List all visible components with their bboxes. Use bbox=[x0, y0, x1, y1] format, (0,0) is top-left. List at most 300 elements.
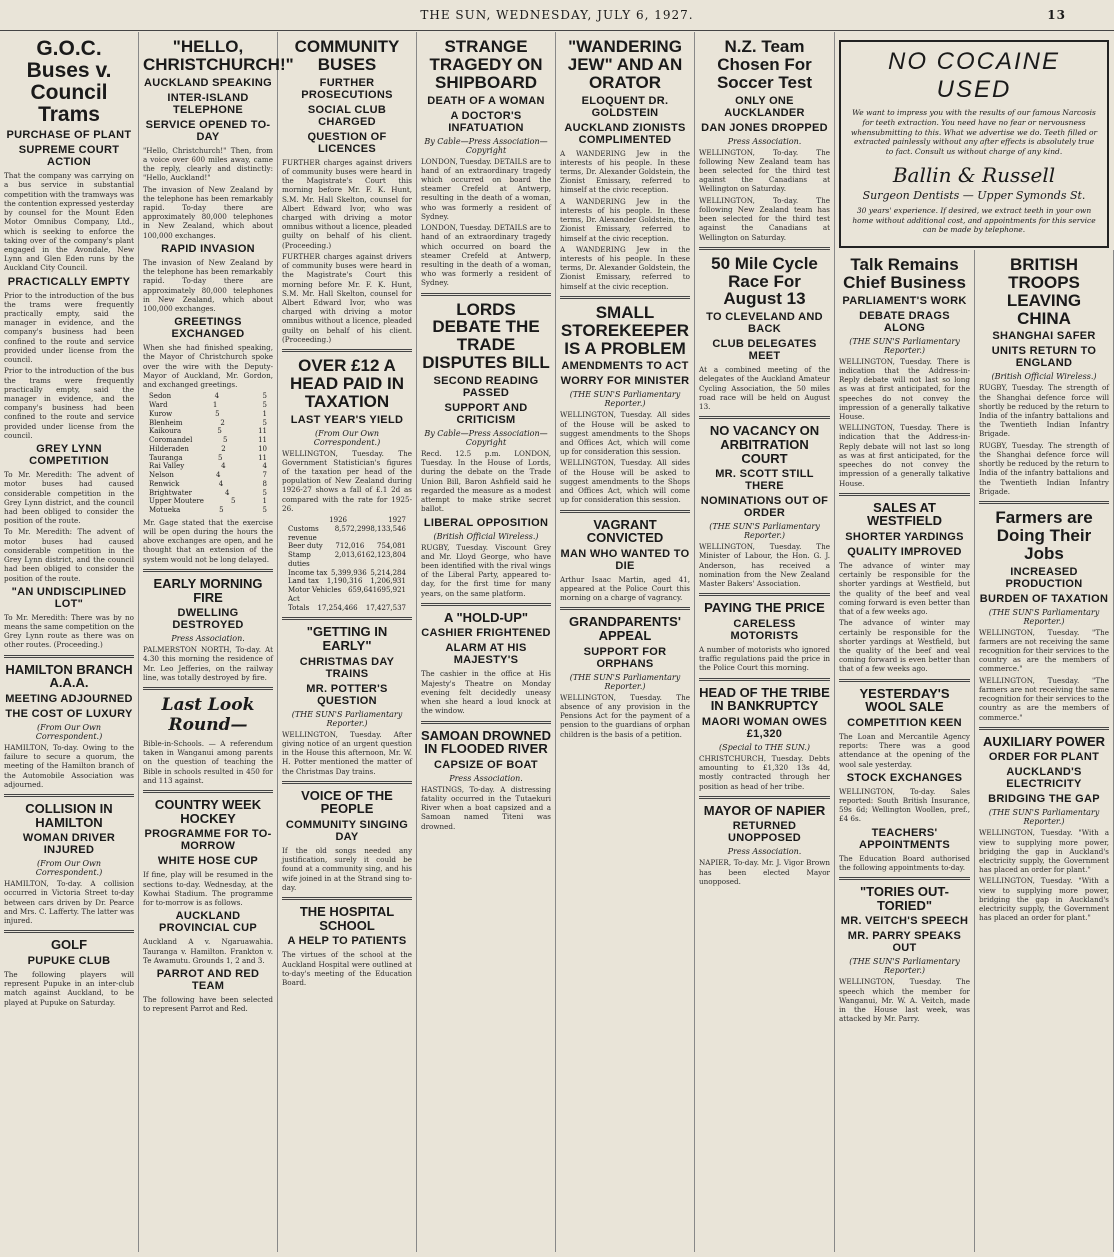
table-cell: 2 bbox=[221, 444, 226, 453]
subheadline: LAST YEAR'S YIELD bbox=[290, 413, 404, 426]
table-cell: 659,641 bbox=[348, 586, 378, 595]
column-4 bbox=[417, 32, 556, 1252]
subheadline: A DOCTOR'S INFATUATION bbox=[448, 109, 524, 134]
table-row bbox=[149, 410, 267, 419]
divider bbox=[143, 569, 273, 572]
article-text: To Mr. Meredith: There was by no means the same competition on the Grey Lynn route as there was on other routes. (Proceeding.) bbox=[4, 612, 134, 650]
divider bbox=[143, 687, 273, 690]
table-cell: Kaikoura bbox=[149, 427, 182, 436]
subheadline: RETURNED UNOPPOSED bbox=[728, 820, 801, 845]
article-text: RUGBY, Tuesday. The strength of the Shanghai defence force will shortly be reduced by the return to India of the infantry battalions and the Twentieth Indian Infantry Brigade. bbox=[979, 383, 1109, 439]
table-cell: Hilderaden bbox=[149, 444, 189, 453]
dateline: Press Association. bbox=[727, 136, 802, 146]
subheadline: SECOND READING PASSED bbox=[433, 374, 539, 399]
article-text: WELLINGTON, Tuesday. After giving notice of an urgent question in the House this afternoon, Mr. W. H. Potter mentioned the matter of the Christmas Day trains. bbox=[282, 729, 412, 776]
table-cell: 1,206,931 bbox=[370, 577, 406, 586]
table-row bbox=[149, 445, 267, 454]
article-text: A number of motorists who ignored traffic regulations paid the price in the Police Court this morning. bbox=[699, 645, 830, 673]
headline: BRITISH TROOPS LEAVING CHINA bbox=[1006, 255, 1082, 328]
table-cell: 1 bbox=[212, 401, 218, 410]
subheadline: SERVICE OPENED TO-DAY bbox=[145, 118, 271, 143]
dateline: Press Association. bbox=[171, 634, 245, 644]
subheadline: AUCKLAND PROVINCIAL CUP bbox=[158, 910, 258, 935]
dateline: (From Our Own Correspondent.) bbox=[35, 859, 103, 878]
article-text: WELLINGTON, To-day. Sales reported: South British Insurance, 59s 6d; Wellington Woollen, pref., £4 6s. bbox=[839, 786, 970, 824]
article-text: PALMERSTON NORTH, To-day. At 4.30 this morning the residence of Mr. Leo Jefferies, on the railway line, was totally destroyed by fire. bbox=[143, 645, 273, 682]
subheadline: GREY LYNN COMPETITION bbox=[29, 443, 109, 468]
page-number: 13 bbox=[1047, 8, 1066, 22]
subheadline: CASHIER FRIGHTENED bbox=[421, 627, 551, 640]
article-text: That the company was carrying on a bus service in substantial competition with the tramways was the contention expressed yesterday by counsel for the Mount Eden Motor Omnibus Company, Ltd., which is seeking to enforce the taking over of the company's plant engaged in the Avondale, New Lynn and Glen Eden runs by the Auckland City Council. bbox=[4, 171, 134, 273]
headline: VOICE OF THE PEOPLE bbox=[301, 787, 393, 817]
article-text: FURTHER charges against drivers of community buses were heard in the Magistrate's Court this morning before Mr. F. K. Hunt, S.M. Mr. Hall Skelton, counsel for Albert Edward Ivor, who was charged with driving a motor omnibus without a licence, pleaded guilty on behalf of his client. (Proceeding.) bbox=[282, 157, 412, 250]
subheadline: AUCKLAND'S ELECTRICITY bbox=[1006, 766, 1082, 791]
table-cell: 2,123,804 bbox=[370, 551, 406, 560]
subheadline: PRACTICALLY EMPTY bbox=[7, 275, 131, 288]
table-cell: 10 bbox=[258, 444, 267, 453]
article-text: HASTINGS, To-day. A distressing fatality occurred in the Tutaekuri River when a boat capsized and a Samoan named Titeni was drowned. bbox=[421, 784, 551, 831]
divider bbox=[839, 493, 970, 496]
divider bbox=[699, 416, 830, 419]
subheadline: SHANGHAI SAFER bbox=[992, 330, 1096, 343]
article-text: The advance of winter may certainly be responsible for the shorter yardings at Westfield, but the quality of the beef and veal coming forward is even better than that of a few weeks ago. bbox=[839, 618, 970, 674]
dateline: (From Our Own Correspondent.) bbox=[313, 428, 381, 447]
subheadline: PARLIAMENT'S WORK bbox=[842, 294, 967, 307]
article-text: At a combined meeting of the delegates of the Auckland Amateur Cycling Association, the 50 miles road race will be held on August 13. bbox=[699, 365, 830, 412]
article-text: WELLINGTON, Tuesday. "With a view to supplying more power, bridging the gap in Auckland's electricity supply, the Government has placed an order for plant." bbox=[979, 876, 1109, 923]
subheadline: QUESTION OF LICENCES bbox=[307, 130, 387, 155]
table-cell: 17,254,466 bbox=[317, 603, 358, 612]
headline: GRANDPARENTS' APPEAL bbox=[569, 614, 681, 644]
article-text: CHRISTCHURCH, Tuesday. Debts amounting to £1,320 13s 4d, mostly contracted through her position as head of her tribe. bbox=[699, 753, 830, 791]
subheadline: GREETINGS EXCHANGED bbox=[171, 316, 245, 341]
subheadline: CHRISTMAS DAY TRAINS bbox=[299, 655, 395, 680]
table-cell: Land tax bbox=[288, 577, 319, 586]
subheadline: MR. PARRY SPEAKS OUT bbox=[847, 930, 962, 955]
table-cell: Motor Vehicles Act bbox=[288, 586, 342, 603]
subheadline: INCREASED PRODUCTION bbox=[1005, 565, 1083, 590]
table-cell: 5 bbox=[230, 497, 236, 506]
column-2 bbox=[139, 32, 294, 1252]
article-text: FURTHER charges against drivers of community buses were heard in the Magistrate's Court this morning before Mr. F. K. Hunt, S.M. Mr. Hall Skelton, counsel for Albert Edward Ivor, who was charged with driving a motor omnibus without a licence, pleaded guilty on behalf of his client. (Proceeding.) bbox=[282, 251, 412, 344]
divider bbox=[282, 781, 412, 784]
headline: AUXILIARY POWER bbox=[982, 733, 1106, 749]
headline: PAYING THE PRICE bbox=[704, 600, 825, 616]
column-6 bbox=[695, 32, 835, 1252]
masthead bbox=[0, 0, 1114, 30]
divider bbox=[4, 794, 134, 797]
headline: "GETTING IN EARLY" bbox=[306, 624, 388, 654]
article-text: The Education Board authorised the following appointments to-day. bbox=[839, 853, 970, 872]
headline: SMALL STOREKEEPER IS A PROBLEM bbox=[560, 302, 690, 358]
table-cell: 4 bbox=[225, 488, 230, 497]
divider bbox=[699, 796, 830, 799]
article-text: WELLINGTON, Tuesday. The Minister of Labour, the Hon. G. J. Anderson, has received a nomination from the New Zealand Master Bakers' Association. bbox=[699, 542, 830, 589]
divider bbox=[699, 247, 830, 250]
headline: Farmers are Doing Their Jobs bbox=[995, 508, 1093, 563]
divider bbox=[4, 655, 134, 658]
table-cell: 4 bbox=[221, 462, 226, 471]
headline: Last Look Round— bbox=[161, 695, 255, 736]
table-cell: 2,013,616 bbox=[334, 551, 371, 560]
subheadline: SUPPORT FOR ORPHANS bbox=[583, 645, 667, 670]
table-row bbox=[149, 401, 267, 410]
subheadline: MR. POTTER'S QUESTION bbox=[306, 682, 388, 707]
subheadline: MAN WHO WANTED TO DIE bbox=[560, 547, 690, 572]
article-text: WELLINGTON, To-day. The following New Zealand team has been selected for the third test against the Canadians at Wellington on Saturday. bbox=[699, 195, 830, 242]
table-row bbox=[288, 542, 406, 551]
subheadline: DWELLING DESTROYED bbox=[172, 607, 244, 632]
headline: YESTERDAY'S WOOL SALE bbox=[859, 685, 950, 715]
divider bbox=[699, 678, 830, 681]
article-text: WELLINGTON, To-day. The following New Zealand team has been selected for the third test against the Canadians at Wellington on Saturday. bbox=[699, 147, 830, 194]
table-cell: Stamp duties bbox=[288, 551, 311, 568]
column-1 bbox=[0, 32, 139, 1252]
table-cell: 1926 bbox=[329, 516, 347, 525]
table-cell: 11 bbox=[258, 453, 267, 462]
subheadline: PARROT AND RED TEAM bbox=[156, 967, 260, 992]
table-cell: Renwick bbox=[149, 479, 180, 488]
table-row bbox=[288, 569, 406, 578]
subheadline: INTER-ISLAND TELEPHONE bbox=[167, 91, 249, 116]
table-cell: Tauranga bbox=[149, 453, 183, 462]
article-text: WELLINGTON, Tuesday. "With a view to supplying more power, bridging the gap in Auckland's electricity supply, the Government has placed an order for plant." bbox=[979, 828, 1109, 875]
dentist-advertisement bbox=[839, 40, 1109, 248]
table-cell: 5,399,936 bbox=[331, 568, 367, 577]
table-cell: Ward bbox=[149, 401, 168, 410]
table-cell: 5 bbox=[262, 418, 267, 427]
subheadline: MR. VEITCH'S SPEECH bbox=[840, 915, 969, 928]
subheadline: TEACHERS' APPOINTMENTS bbox=[859, 826, 950, 851]
subheadline: ELOQUENT DR. GOLDSTEIN bbox=[581, 94, 669, 119]
divider bbox=[979, 501, 1109, 504]
table-cell: 5 bbox=[262, 401, 267, 410]
table-cell: 4 bbox=[214, 392, 220, 401]
table-row bbox=[288, 525, 406, 543]
column-5 bbox=[556, 32, 695, 1252]
dateline: (THE SUN'S Parliamentary Reporter.) bbox=[291, 709, 403, 728]
subheadline: RAPID INVASION bbox=[161, 242, 255, 255]
article-text: Bible-in-Schools. — A referendum taken in Wanganui among parents on the question of teaching the Bible in schools resulted in 450 for and 113 against. bbox=[143, 739, 273, 785]
dateline: (From Our Own Correspondent.) bbox=[35, 722, 103, 741]
article-text: The following have been selected to represent Parrot and Red. bbox=[143, 994, 273, 1014]
table-row bbox=[149, 454, 267, 463]
dateline: By Cable—Press Association—Copyright bbox=[424, 136, 548, 155]
table-cell: Sedon bbox=[149, 392, 172, 401]
table-row bbox=[149, 480, 267, 489]
subheadline: THE COST OF LUXURY bbox=[5, 707, 133, 720]
ad-title: NO COCAINE USED bbox=[887, 48, 1060, 103]
table-cell: 5 bbox=[219, 506, 224, 515]
dateline: (THE SUN'S Parliamentary Reporter.) bbox=[709, 522, 820, 541]
subheadline: DAN JONES DROPPED bbox=[701, 121, 828, 134]
article-text: WELLINGTON, Tuesday. All sides of the House will be asked to suggest amendments to the Shops and Offices Act, which will come up for consideration this session. bbox=[560, 458, 690, 505]
divider bbox=[560, 296, 690, 299]
table-cell: 1 bbox=[262, 497, 267, 506]
article-text: RUGBY, Tuesday. Viscount Grey and Mr. Lloyd George, who have been identified with the rival wings of the Liberal Party, appeared to-day, for the first time for many years, on the same platform. bbox=[421, 542, 551, 598]
headline: G.O.C. Buses v. Council Trams bbox=[26, 37, 112, 127]
table-cell: 17,427,537 bbox=[365, 603, 406, 612]
masthead-rule bbox=[0, 30, 1114, 31]
column-7 bbox=[835, 250, 975, 1252]
subheadline: BRIDGING THE GAP bbox=[988, 793, 1100, 806]
subheadline: BURDEN OF TAXATION bbox=[979, 592, 1109, 605]
article-text: Prior to the introduction of the bus the trams were frequently practically empty, said the manager in evidence, and the company's business had been confined to the route and service provided under license from the council. bbox=[4, 366, 134, 440]
table-cell: Kurow bbox=[149, 409, 173, 418]
article-text: Recd. 12.5 p.m. LONDON, Tuesday. In the House of Lords, during the debate on the Trade Union Bill, Baron Ashfield said he regarded the measure as a modest attempt to make strike secret ballot. bbox=[421, 448, 551, 514]
subheadline: FURTHER PROSECUTIONS bbox=[301, 76, 393, 101]
headline: "WANDERING JEW" AND AN ORATOR bbox=[567, 37, 683, 92]
table-cell: 1 bbox=[262, 409, 267, 418]
divider bbox=[839, 679, 970, 682]
table-cell: 5 bbox=[262, 506, 267, 515]
subheadline: SUPPORT AND CRITICISM bbox=[444, 401, 528, 426]
article-text: Arthur Isaac Martin, aged 41, appeared at the Police Court this morning on a charge of vagrancy. bbox=[560, 574, 690, 603]
article-text: A WANDERING Jew in the interests of his people. In these terms, Dr. Alexander Goldstein, the Zionist Emissary, referred to himself at the civic reception. bbox=[560, 196, 690, 243]
article-text: If fine, play will be resumed in the sections to-day. Wednesday, at the Kowhai Stadium. The programme for to-morrow is as follows. bbox=[143, 870, 273, 908]
article-text: When she had finished speaking, the Mayor of Christchurch spoke over the wire with the Deputy-Mayor of Auckland, Mr. Gordon, and exchanged greetings. bbox=[143, 343, 273, 390]
headline: "TORIES OUT-TORIED" bbox=[860, 884, 949, 913]
article-text: WELLINGTON, Tuesday. The Government Statistician's figures of the taxation per head of the population of New Zealand during 1926-27 shows a fall of £.1 2d as compared with the rate for 1925-26. bbox=[282, 448, 412, 513]
article-text: The Loan and Mercantile Agency reports: There was a good attendance at the opening of the wool sale yesterday. bbox=[839, 731, 970, 769]
article-text: The invasion of New Zealand by the telephone has been remarkably rapid. To-day there are approximately 80,000 telephones in New Zealand, which about 100,000 exchanges. bbox=[143, 257, 273, 313]
article-text: Mr. Gage stated that the exercise will be open during the hours the above exchanges are open, and he thought that an extension of the system would not be long delayed. bbox=[143, 517, 273, 564]
divider bbox=[4, 930, 134, 933]
table-cell: 1927 bbox=[388, 516, 406, 525]
exchange-table bbox=[149, 392, 267, 515]
article-text: If the old songs needed any justification, surely it could be found at a community sing, and his wife joined in at the Strand sing to-day. bbox=[282, 846, 412, 892]
article-text: The following players will represent Pupuke in an inter-club match against Auckland, to be played at Pupuke on Saturday. bbox=[4, 969, 134, 1007]
subheadline: TO CLEVELAND AND BACK bbox=[706, 311, 823, 336]
article-text: "Hello, Christchurch!" Then, from a voice over 600 miles away, came the reply, clearly and distinctly: "Hello, Auckland!" bbox=[143, 145, 273, 183]
subheadline: ALARM AT HIS MAJESTY'S bbox=[445, 642, 527, 667]
headline: N.Z. Team Chosen For Soccer Test bbox=[716, 37, 813, 92]
table-row bbox=[149, 462, 267, 471]
column-8 bbox=[975, 250, 1114, 1252]
table-row bbox=[288, 577, 406, 586]
headline: SALES AT WESTFIELD bbox=[866, 499, 943, 529]
headline: NO VACANCY ON ARBITRATION COURT bbox=[709, 423, 820, 466]
table-cell: 5 bbox=[262, 488, 267, 497]
subheadline: DEBATE DRAGS ALONG bbox=[859, 309, 950, 334]
subheadline: MAORI WOMAN OWES £1,320 bbox=[701, 715, 828, 740]
subheadline: DEATH OF A WOMAN bbox=[427, 94, 545, 107]
table-cell: 754,081 bbox=[377, 542, 406, 551]
table-cell: 5 bbox=[215, 409, 220, 418]
column-3 bbox=[278, 32, 417, 1252]
table-cell: 8,572,299 bbox=[334, 524, 371, 533]
headline: MAYOR OF NAPIER bbox=[703, 802, 826, 818]
article-text: The virtues of the school at the Auckland Hospital were outlined at to-day's meeting of the Education Board. bbox=[282, 950, 412, 988]
article-text: The advance of winter may certainly be responsible for the shorter yardings at Westfield, but the quality of the beef and veal coming forward is even better than that of a few weeks ago. bbox=[839, 561, 970, 617]
subheadline: LIBERAL OPPOSITION bbox=[423, 516, 549, 529]
article-text: WELLINGTON, Tuesday. "The farmers are not receiving the same recognition for their services to the country as are the members of commerce." bbox=[979, 627, 1109, 674]
table-cell: 5 bbox=[222, 436, 228, 445]
table-cell: Coromandel bbox=[149, 436, 193, 445]
subheadline: NOMINATIONS OUT OF ORDER bbox=[700, 495, 829, 520]
table-cell: 8 bbox=[262, 479, 267, 488]
headline: COLLISION IN HAMILTON bbox=[25, 800, 113, 830]
article-text: LONDON, Tuesday. DETAILS are to hand of an extraordinary tragedy which occurred on board the steamer Crefeld at Antwerp, resulting in the death of a woman, who was formerly a resident of Sydney. bbox=[421, 156, 551, 221]
divider bbox=[421, 721, 551, 724]
table-cell: 4 bbox=[218, 479, 224, 488]
table-row bbox=[149, 506, 267, 515]
headline: COMMUNITY BUSES bbox=[294, 37, 400, 74]
dateline: (THE SUN'S Parliamentary Reporter.) bbox=[569, 672, 681, 691]
table-row bbox=[149, 489, 267, 498]
dateline: (THE SUN'S Parliamentary Reporter.) bbox=[988, 808, 1100, 827]
table-cell: 5 bbox=[217, 427, 222, 436]
divider bbox=[282, 349, 412, 352]
table-cell: 7 bbox=[262, 471, 267, 480]
table-cell: 2 bbox=[220, 418, 225, 427]
table-row bbox=[149, 497, 267, 506]
divider bbox=[699, 593, 830, 596]
divider bbox=[421, 603, 551, 606]
divider bbox=[282, 897, 412, 900]
table-row bbox=[288, 604, 406, 613]
article-text: A WANDERING Jew in the interests of his people. In these terms, Dr. Alexander Goldstein, the Zionist Emissary, referred to himself at the civic reception. bbox=[560, 148, 690, 195]
subheadline: AUCKLAND ZIONISTS COMPLIMENTED bbox=[564, 121, 686, 146]
article-text: WELLINGTON, Tuesday. There is indication that the Address-in-Reply debate will not last so long as was at first anticipated, for the speeches do not convey the impression of a generally talkative House. bbox=[839, 423, 970, 488]
dateline: (British Official Wireless.) bbox=[433, 531, 539, 541]
dateline: Press Association. bbox=[449, 773, 523, 783]
headline: "HELLO, CHRISTCHURCH!" bbox=[143, 37, 294, 74]
article-text: To Mr. Meredith: The advent of motor buses had caused considerable competition in the Grey Lynn district, and the council had been obliged to consider the position of the route. bbox=[4, 527, 134, 583]
table-cell: Totals bbox=[288, 603, 310, 612]
ad-text: We want to impress you with the results of our famous Narcosis for teeth extraction. You need have no fear or nervousness whensubmitting to this. What we advertise we do. Teeth filled or extracted painlessly without any after effects is absolutely true to fact. Consult us without charge of any kind. bbox=[850, 108, 1098, 156]
dateline: Press Association. bbox=[727, 847, 802, 857]
table-cell: 5,214,284 bbox=[370, 568, 406, 577]
article-text: WELLINGTON, Tuesday. The speech which the member for Wanganui, Mr. W. A. Veitch, made in the House last week, was attacked by Mr. Parry. bbox=[839, 977, 970, 1024]
subheadline: ONLY ONE AUCKLANDER bbox=[724, 94, 805, 119]
table-cell: 11 bbox=[258, 427, 267, 436]
article-text: WELLINGTON, Tuesday. There is indication that the Address-in-Reply debate will not last so long as was at first anticipated, for the speeches do not convey the impression of a generally talkative House. bbox=[839, 356, 970, 421]
subheadline: CARELESS MOTORISTS bbox=[730, 618, 799, 642]
article-text: LONDON, Tuesday. DETAILS are to hand of an extraordinary tragedy which occurred on board the steamer Crefeld at Antwerp, resulting in the death of a woman, who was formerly a resident of Sydney. bbox=[421, 223, 551, 288]
divider bbox=[839, 877, 970, 880]
dateline: (Special to THE SUN.) bbox=[718, 742, 810, 752]
headline: HEAD OF THE TRIBE IN BANKRUPTCY bbox=[699, 684, 830, 714]
table-row bbox=[288, 586, 406, 604]
article-text: To Mr. Meredith: The advent of motor buses had caused considerable competition in the Grey Lynn district, and the council had been obliged to consider the position of the route. bbox=[4, 470, 134, 526]
article-text: Auckland A v. Ngaruawahia. Tauranga v. Hamilton. Frankton v. Te Awamutu. Grounds 1, 2 and 3. bbox=[143, 937, 273, 965]
article-text: HAMILTON, To-day. Owing to the failure to secure a quorum, the meeting of the Hamilton branch of the Automobile Association was adjourned. bbox=[4, 742, 134, 789]
table-row bbox=[288, 516, 406, 525]
dateline: By Cable—Press Association—Copyright bbox=[424, 428, 548, 447]
table-cell: 8,133,546 bbox=[370, 524, 406, 533]
headline: HAMILTON BRANCH A.A.A. bbox=[5, 661, 133, 691]
headline: 50 Mile Cycle Race For August 13 bbox=[711, 253, 818, 309]
table-row bbox=[149, 419, 267, 428]
dateline: (THE SUN'S Parliamentary Reporter.) bbox=[569, 390, 681, 409]
table-cell: Customs revenue bbox=[288, 524, 319, 542]
article-text: WELLINGTON, Tuesday. The absence of any provision in the Pensions Act for the payment of a pension to the guardians of orphan children is the basis of a petition. bbox=[560, 692, 690, 739]
subheadline: WOMAN DRIVER INJURED bbox=[22, 832, 116, 857]
article-text: WELLINGTON, Tuesday. "The farmers are not receiving the same recognition for their services to the country as are the members of commerce." bbox=[979, 675, 1109, 722]
dateline: (THE SUN'S Parliamentary Reporter.) bbox=[849, 336, 960, 355]
headline: COUNTRY WEEK HOCKEY bbox=[154, 797, 262, 826]
table-row bbox=[149, 471, 267, 480]
subheadline: QUALITY IMPROVED bbox=[847, 546, 962, 559]
table-cell: Income tax bbox=[288, 568, 328, 577]
subheadline: MR. SCOTT STILL THERE bbox=[715, 468, 814, 493]
table-cell: Brightwater bbox=[149, 488, 192, 497]
table-cell: Nelson bbox=[149, 471, 174, 480]
table-row bbox=[149, 436, 267, 445]
subheadline: SOCIAL CLUB CHARGED bbox=[307, 103, 387, 128]
subheadline: A HELP TO PATIENTS bbox=[287, 935, 407, 948]
dateline: (British Official Wireless.) bbox=[991, 372, 1097, 382]
article-text: A WANDERING Jew in the interests of his people. In these terms, Dr. Alexander Goldstein, the Zionist Emissary, referred to himself at the civic reception. bbox=[560, 244, 690, 291]
article-text: WELLINGTON, Tuesday. All sides of the House will be asked to suggest amendments to the Shops and Offices Act, which will come up for consideration this session. bbox=[560, 410, 690, 457]
table-row bbox=[149, 427, 267, 436]
table-cell: Upper Moutere bbox=[149, 497, 204, 506]
table-cell: Motueka bbox=[149, 506, 181, 515]
table-cell: 5 bbox=[262, 392, 267, 401]
subheadline: CAPSIZE OF BOAT bbox=[434, 758, 538, 771]
headline: LORDS DEBATE THE TRADE DISPUTES BILL bbox=[422, 299, 550, 373]
subheadline: STOCK EXCHANGES bbox=[846, 771, 963, 784]
ad-firm-name: Ballin & Russell bbox=[892, 162, 1056, 187]
subheadline: SHORTER YARDINGS bbox=[845, 531, 964, 544]
headline: STRANGE TRAGEDY ON SHIPBOARD bbox=[429, 37, 543, 92]
divider bbox=[143, 790, 273, 793]
headline: OVER £12 A HEAD PAID IN TAXATION bbox=[290, 356, 404, 411]
table-cell: Blenheim bbox=[149, 418, 183, 427]
table-cell: 11 bbox=[258, 436, 267, 445]
dateline: (THE SUN'S Parliamentary Reporter.) bbox=[849, 957, 960, 976]
divider bbox=[282, 617, 412, 620]
article-text: Prior to the introduction of the bus the trams were frequently practically empty, said the manager in evidence, and the company's business had been confined to the route and service provided under license from the council. bbox=[4, 290, 134, 365]
dateline: (THE SUN'S Parliamentary Reporter.) bbox=[988, 607, 1100, 626]
divider bbox=[560, 510, 690, 513]
table-cell: 1,190,316 bbox=[326, 577, 363, 586]
headline: EARLY MORNING FIRE bbox=[153, 575, 263, 605]
subheadline: MEETING ADJOURNED bbox=[5, 692, 133, 705]
subheadline: ORDER FOR PLANT bbox=[988, 751, 1100, 764]
article-text: RUGBY, Tuesday. The strength of the Shanghai defence force will shortly be reduced by the return to India of the infantry battalions and the Twentieth Indian Infantry Brigade. bbox=[979, 440, 1109, 496]
headline: Talk Remains Chief Business bbox=[843, 255, 966, 292]
table-cell: 5 bbox=[218, 453, 223, 462]
masthead-title: THE SUN, WEDNESDAY, JULY 6, 1927. bbox=[420, 8, 694, 22]
ad-footer: 30 years' experience. If desired, we extract teeth in your own home without additional cost, and appointments for this service can be made by telephone. bbox=[852, 205, 1096, 235]
subheadline: SUPREME COURT ACTION bbox=[18, 144, 120, 169]
subheadline: UNITS RETURN TO ENGLAND bbox=[991, 345, 1097, 370]
taxation-table bbox=[288, 516, 406, 612]
subheadline: COMPETITION KEEN bbox=[847, 716, 962, 729]
table-cell: Rai Valley bbox=[149, 462, 185, 471]
table-row bbox=[288, 551, 406, 569]
table-cell: 4 bbox=[262, 462, 267, 471]
headline: VAGRANT CONVICTED bbox=[586, 516, 664, 546]
table-row bbox=[149, 392, 267, 401]
table-cell: 4 bbox=[215, 471, 221, 480]
divider bbox=[560, 607, 690, 610]
headline: GOLF bbox=[50, 937, 88, 953]
article-text: HAMILTON, To-day. A collision occurred in Victoria Street to-day between cars driven by Dr. Pearce and Mrs. C. Lafferty. The latter was injured. bbox=[4, 879, 134, 926]
ad-subtitle: Surgeon Dentists — Upper Symonds St. bbox=[862, 188, 1086, 202]
headline: A "HOLD-UP" bbox=[443, 609, 529, 625]
subheadline: WHITE HOSE CUP bbox=[157, 855, 259, 868]
subheadline: PUPUKE CLUB bbox=[27, 954, 111, 967]
subheadline: AMENDMENTS TO ACT bbox=[561, 360, 689, 373]
table-cell: Beer duty bbox=[288, 542, 323, 551]
headline: THE HOSPITAL SCHOOL bbox=[299, 904, 395, 933]
divider bbox=[421, 293, 551, 296]
subheadline: PROGRAMME FOR TO-MORROW bbox=[144, 828, 272, 853]
subheadline: CLUB DELEGATES MEET bbox=[712, 338, 817, 363]
